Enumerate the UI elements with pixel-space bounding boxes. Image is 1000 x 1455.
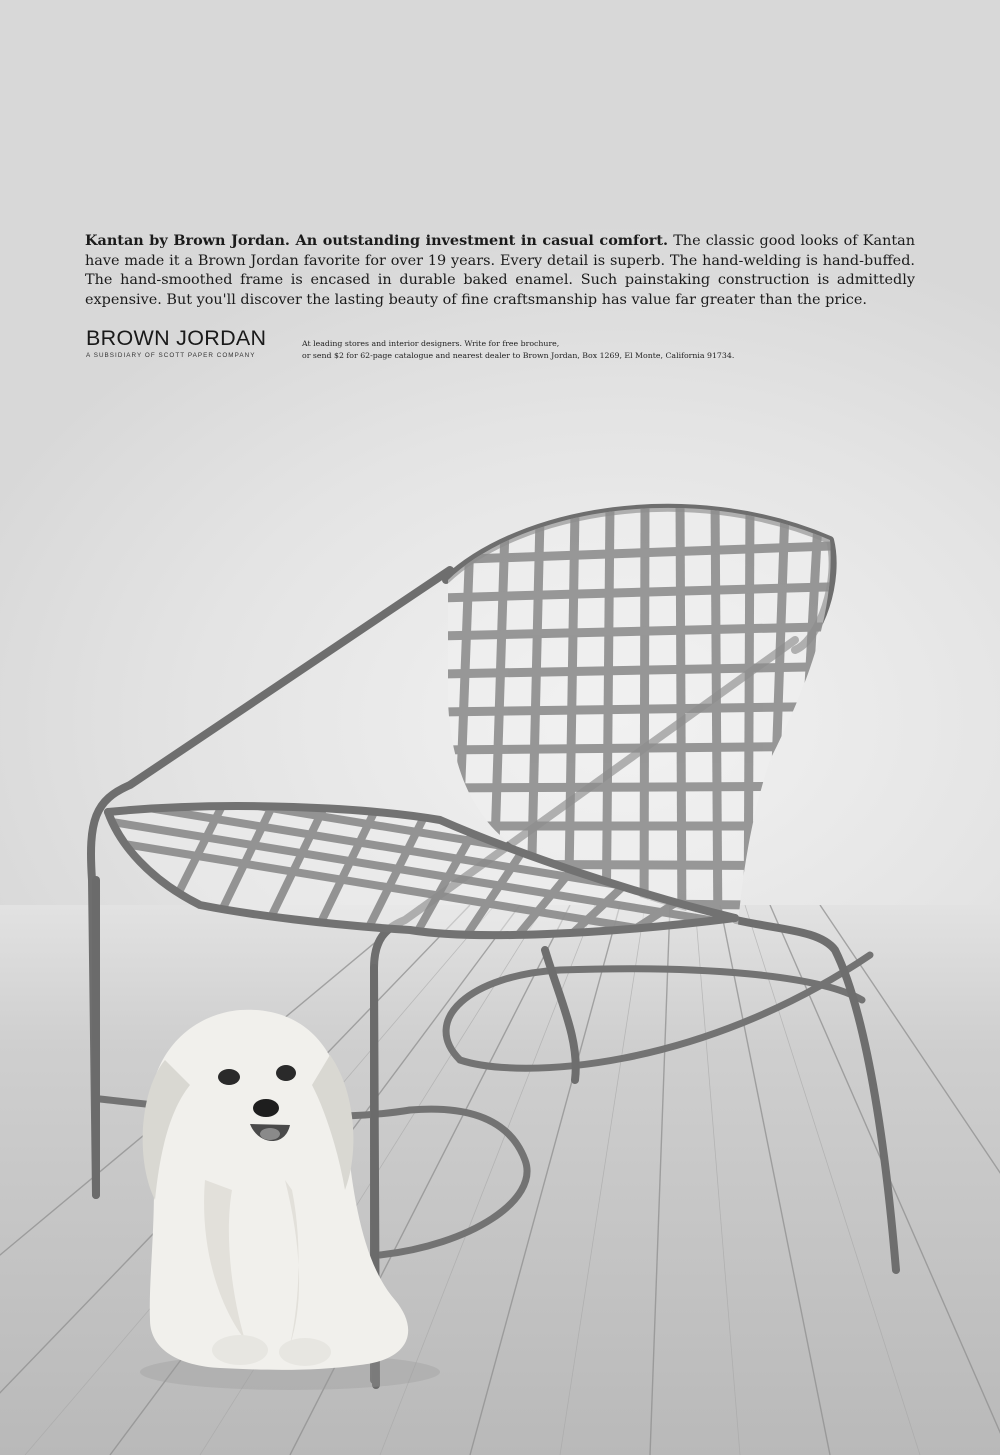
dog-icon — [140, 1010, 440, 1390]
brand-subtitle: A SUBSIDIARY OF SCOTT PAPER COMPANY — [86, 352, 256, 359]
ad-headline: Kantan by Brown Jordan. An outstanding investment in casual comfort. — [85, 232, 669, 249]
ad-body: The classic good looks of Kantan have made it a Brown Jordan favorite for over 19 years. Every detail is superb. The hand-welding is hand-buffed. The hand-smoothed frame is encased in durable baked enamel. Such painstaking construction is admittedly expensive. But you'll discover the lasting beauty of fine craftsmanship has value far greater than the price. — [85, 233, 916, 308]
contact-line-2: or send $2 for 62-page catalogue and nearest dealer to Brown Jordan, Box 1269, El Monte, California 91734. — [302, 350, 735, 360]
brand-logo: BROWN JORDAN — [86, 326, 267, 350]
contact-line-1: At leading stores and interior designers. Write for free brochure, — [302, 339, 560, 348]
